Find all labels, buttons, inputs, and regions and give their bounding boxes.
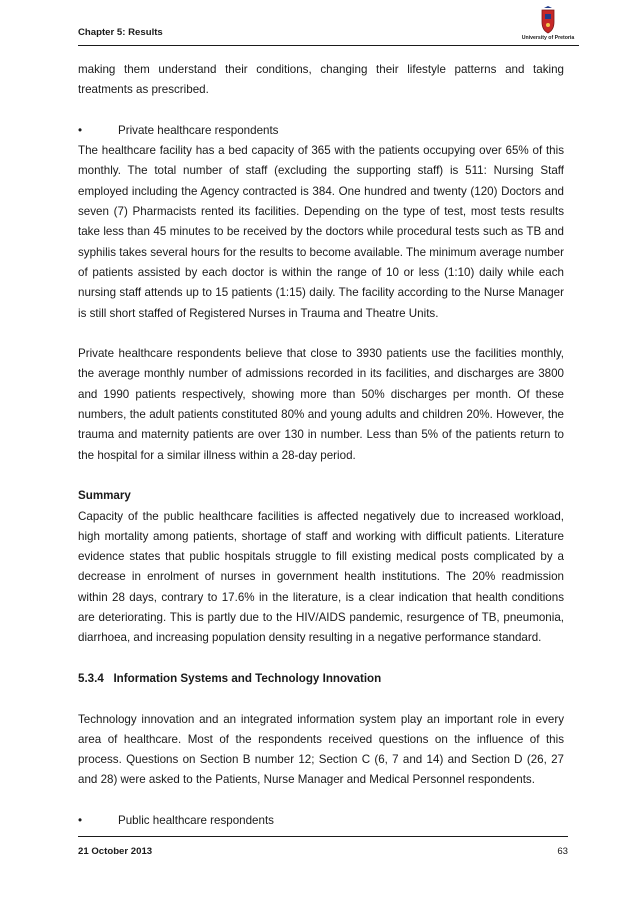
footer-date: 21 October 2013 [78,846,153,857]
bullet-text: Private healthcare respondents [118,123,279,137]
chapter-title: Chapter 5: Results [78,27,163,38]
bullet-item [78,121,564,141]
bullet-item [78,811,564,831]
logo-caption: University of Pretoria [521,35,575,41]
paragraph: Private healthcare respondents believe that close to 3930 patients use the facilities monthly, the average monthly number of admissions recorded in its facilities, and discharges are 3800 and 1990 patients respectively, showing more than 50% discharges per month. Of these numbers, the adult patients constituted 80% and young adults and children 20%. However, the trauma and maternity patients are over 130 in number. Less than 5% of the patients return to the hospital for a similar illness within a 28-day period. [78,347,564,462]
header-divider [78,45,579,46]
summary-heading: Summary [78,489,131,503]
bullet-text: Public healthcare respondents [118,813,274,827]
bullet-icon: • [78,123,83,137]
section-heading: 5.3.4 Information Systems and Technology Innovation [78,671,382,685]
university-logo [518,6,578,48]
paragraph: making them understand their conditions, changing their lifestyle patterns and taking treatments as prescribed. [78,63,564,97]
crest-icon [518,6,578,36]
paragraph: Capacity of the public healthcare facilities is affected negatively due to increased workload, high mortality among patients, shortage of staff and working with difficult patients. Literature evidence states that public hospitals struggle to fill existing medical posts complicated by a decrease in enrolment of nurses in government health institutions. The 20% readmission within 28 days, contrary to 17.6% in the literature, is a clear indication that health conditions are deteriorating. This is partly due to the HIV/AIDS pandemic, resurgence of TB, pneumonia, diarrhoea, and increasing population density resulting in a negative performance standard. [78,509,564,645]
page-number: 63 [557,846,568,857]
paragraph: Technology innovation and an integrated information system play an important role in every area of healthcare. Most of the respondents received questions on the influence of this process. Questions on Section B number 12; Section C (6, 7 and 14) and Section D (26, 27 and 28) were asked to the Patients, Nurse Manager and Medical Personnel respondents. [78,712,564,787]
paragraph: The healthcare facility has a bed capacity of 365 with the patients occupying over 65% of this monthly. The total number of staff (excluding the supporting staff) is 511: Nursing Staff employed including the Agency contracted is 384. One hundred and twenty (120) Doctors and seven (7) Pharmacists rented its facilities. Depending on the type of test, most tests results take less than 45 minutes to be received by the doctors while procedural tests such as TB and syphilis takes several hours for the results to become available. The minimum average number of patients assisted by each doctor is within the range of 10 or less (1:10) daily while each nursing staff attends up to 15 patients (1:15) daily. The facility according to the Nurse Manager is still short staffed of Registered Nurses in Trauma and Theatre Units. [78,144,564,320]
bullet-icon: • [78,813,83,827]
footer-divider [78,836,568,837]
page-body [78,60,564,831]
